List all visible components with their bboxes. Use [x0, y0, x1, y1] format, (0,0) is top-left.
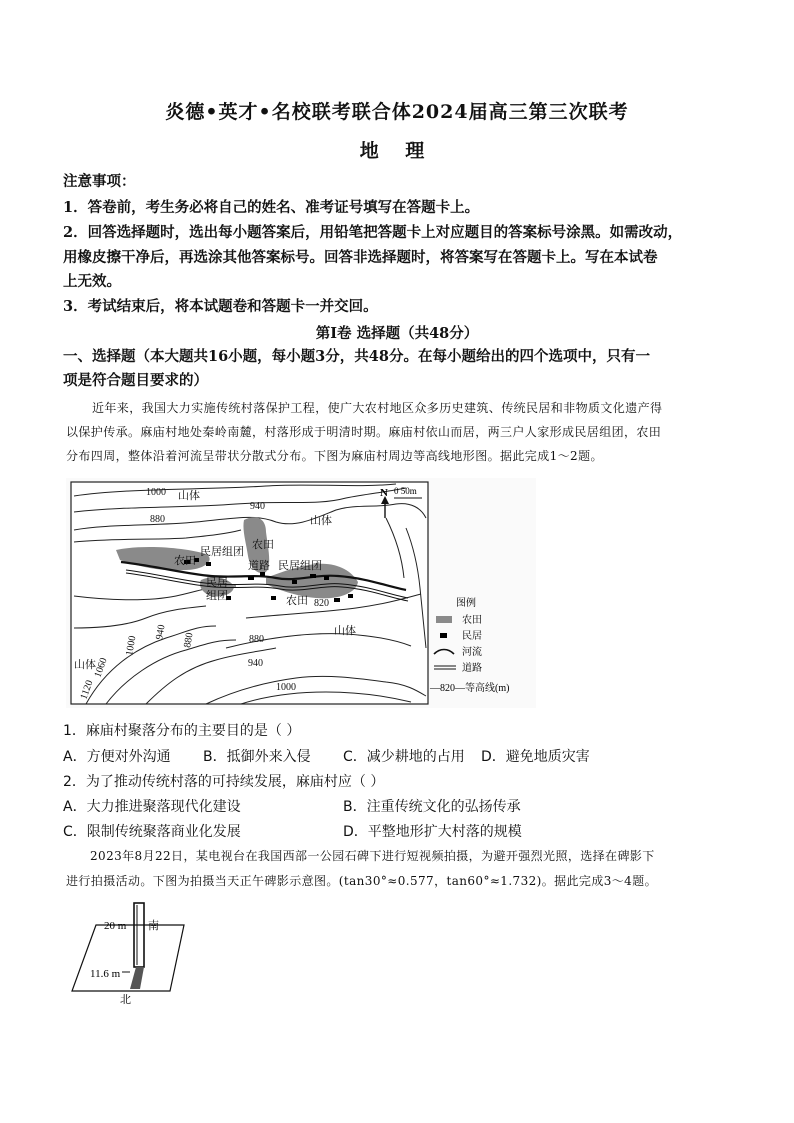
topographic-map [66, 478, 536, 708]
legend-title: 图例 [456, 598, 476, 609]
notice-item-2-line-3: 上无效。 [63, 273, 121, 290]
q1-option-d[interactable]: D．避免地质灾害 [481, 749, 590, 765]
label-res-a: 民居组团 [200, 546, 244, 558]
legend-residence-swatch [440, 633, 447, 638]
q2-option-c[interactable]: C．限制传统聚落商业化发展 [63, 824, 241, 840]
notice-item-1: 1．答卷前，考生务必将自己的姓名、准考证号填写在答题卡上。 [63, 199, 480, 216]
legend-road: 道路 [462, 663, 482, 674]
notice-item-3: 3．考试结束后，将本试题卷和答题卡一并交回。 [63, 298, 378, 315]
part1-instructions-line-2: 项是符合题目要求的） [63, 372, 208, 389]
passage1-line-3: 分布四周，整体沿着河流呈带状分散式分布。下图为麻庙村周边等高线地形图。据此完成1～2题。 [66, 449, 603, 463]
q2-option-b[interactable]: B．注重传统文化的弘扬传承 [343, 799, 521, 815]
shadow-length-label: 11.6 m [90, 968, 121, 980]
q1-options [63, 745, 743, 769]
ground-plane [72, 925, 184, 991]
label-mt-bottom: 山体 [334, 625, 356, 637]
q1-stem: 1．麻庙村聚落分布的主要目的是（ ） [63, 723, 301, 739]
subject-title: 地 理 [359, 140, 435, 162]
label-road: 道路 [248, 560, 270, 572]
q2-options-row-2 [63, 820, 743, 844]
legend-contour: —820—等高线(m) [430, 683, 510, 694]
notice-heading: 注意事项： [63, 173, 136, 190]
q2-option-a[interactable]: A．大力推进聚落现代化建设 [63, 799, 241, 815]
notice-item-2-line-1: 2．回答选择题时，选出每小题答案后，用铅笔把答题卡上对应题目的答案标号涂黑。如需改动， [63, 224, 683, 241]
label-c820: 820 [314, 598, 329, 609]
legend-farmland: 农田 [462, 615, 482, 626]
label-mt-top: 山体 [178, 490, 200, 502]
label-res-b: 民居组团 [278, 560, 322, 572]
stele-shadow [130, 967, 144, 989]
passage1-line-2: 以保护传承。麻庙村地处秦岭南麓，村落形成于明清时期。麻庙村依山而居，两三户人家形成民居组团，农田 [66, 425, 662, 439]
label-c880-left: 880 [182, 631, 196, 649]
north-label: N [380, 487, 388, 499]
south-label: 南 [148, 920, 159, 932]
label-c1000-bottom: 1000 [276, 682, 296, 693]
label-res-c2: 组团 [206, 590, 228, 602]
q2-option-d[interactable]: D．平整地形扩大村落的规模 [343, 824, 522, 840]
legend-residence: 民居 [462, 631, 482, 642]
stele [134, 903, 144, 967]
label-c1120: 1120 [78, 678, 96, 702]
height-label: 20 m [104, 920, 127, 932]
label-res-c1: 民居 [206, 577, 228, 589]
part1-heading: 第Ⅰ卷 选择题（共48分） [315, 325, 479, 342]
q1-option-b[interactable]: B．抵御外来入侵 [203, 749, 311, 765]
passage1-line-1: 近年来，我国大力实施传统村落保护工程，使广大农村地区众多历史建筑、传统民居和非物质文化遗产得 [92, 401, 663, 415]
q2-stem: 2．为了推动传统村落的可持续发展，麻庙村应（ ） [63, 774, 385, 790]
q1-option-c[interactable]: C．减少耕地的占用 [343, 749, 465, 765]
legend-river: 河流 [462, 647, 482, 658]
label-c1000-top: 1000 [146, 487, 166, 498]
exam-title: 炎德•英才•名校联考联合体2024届高三第三次联考 [165, 101, 629, 123]
label-c940-left: 940 [154, 623, 168, 641]
label-c1000-left: 1000 [124, 634, 139, 657]
label-farm-c: 农田 [286, 595, 308, 607]
passage2-line-2: 进行拍摄活动。下图为拍摄当天正午碑影示意图。(tan30°≈0.577，tan60°≈1.732)。据此完成3～4题。 [66, 874, 658, 888]
label-c940-top: 940 [250, 501, 265, 512]
stele-shadow-figure [66, 895, 216, 1015]
scale-label: 0 50m [394, 486, 417, 496]
label-mt-right: 山体 [310, 515, 332, 527]
part1-instructions-line-1: 一、选择题（本大题共16小题，每小题3分，共48分。在每小题给出的四个选项中，只有一 [63, 348, 650, 365]
label-c880-top: 880 [150, 514, 165, 525]
legend-farmland-swatch [436, 616, 452, 623]
label-mt-left: 山体 [74, 659, 96, 671]
north-label-fig2: 北 [120, 994, 131, 1006]
label-c1060: 1060 [92, 656, 110, 680]
notice-item-2-line-2: 用橡皮擦干净后，再选涂其他答案标号。回答非选择题时，将答案写在答题卡上。写在本试卷 [63, 249, 658, 266]
label-c940-bottom: 940 [248, 658, 263, 669]
passage2-line-1: 2023年8月22日，某电视台在我国西部一公园石碑下进行短视频拍摄，为避开强烈光照，选择在碑影下 [90, 849, 655, 863]
label-farm-b: 农田 [252, 539, 274, 551]
q1-option-a[interactable]: A．方便对外沟通 [63, 749, 171, 765]
q2-options-row-1 [63, 795, 743, 819]
label-farm-a: 农田 [174, 555, 196, 567]
label-c880-bottom: 880 [249, 634, 264, 645]
